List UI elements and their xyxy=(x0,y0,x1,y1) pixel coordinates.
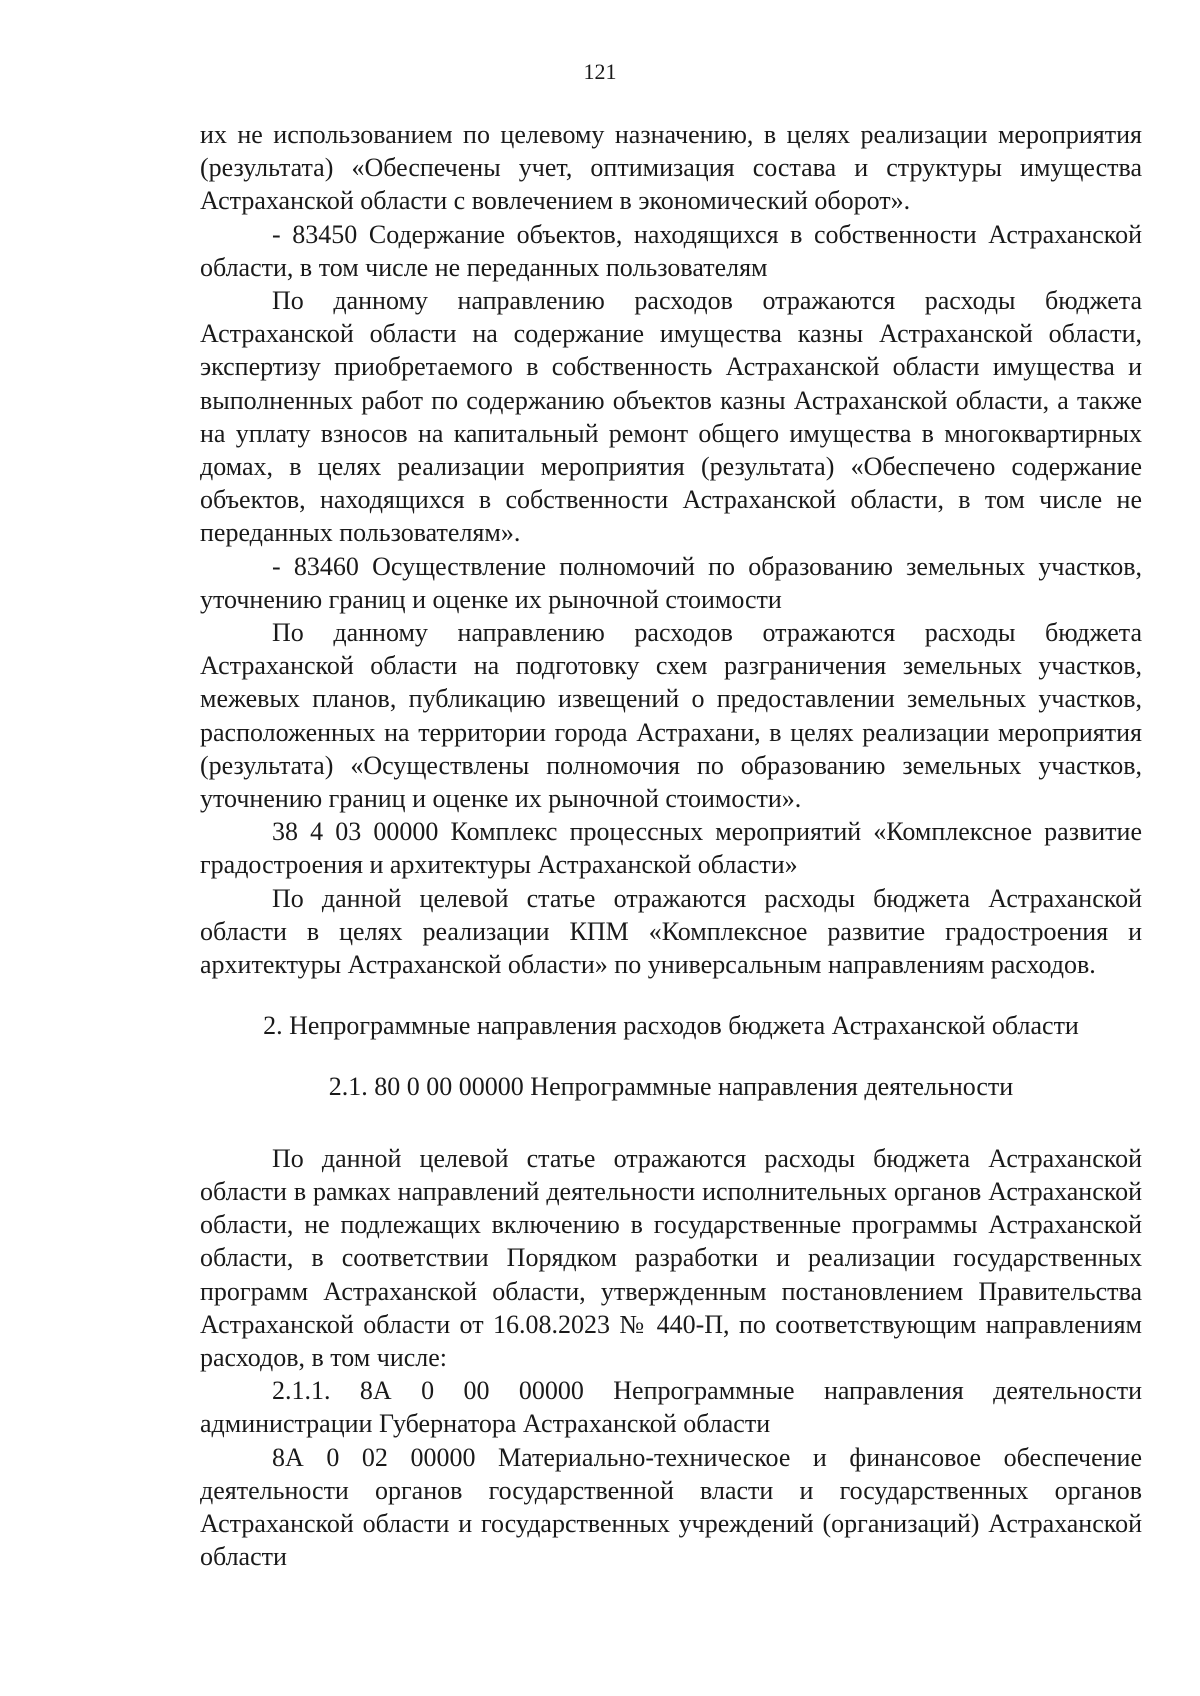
paragraph-item-83450: - 83450 Содержание объектов, находящихся в собственности Астраханской области, в том числе не переданных пользователям xyxy=(200,219,1142,282)
paragraph-kpm-38-4-03: 38 4 03 00000 Комплекс процессных мероприятий «Комплексное развитие градостроения и архитектуры Астраханской области» xyxy=(200,817,1142,880)
paragraph-item-83460: - 83460 Осуществление полномочий по образованию земельных участков, уточнению границ и оценке их рыночной стоимости xyxy=(200,551,1142,614)
spacer xyxy=(200,981,1142,1009)
paragraph-continuation: их не использованием по целевому назначению, в целях реализации мероприятия (результата) «Обеспечены учет, оптимизация состава и структуры имущества Астраханской области с вовлечением в экономический оборот». xyxy=(200,120,1142,216)
spacer xyxy=(200,1042,1142,1070)
paragraph-8a-0-02: 8А 0 02 00000 Материально-техническое и финансовое обеспечение деятельности органов государственной власти и государственных органов Астраханской области и государственных учреждений (организаций) Астраханской области xyxy=(200,1442,1142,1572)
section-heading-2: 2. Непрограммные направления расходов бюджета Астраханской области xyxy=(263,1011,1079,1041)
paragraph-83460-description: По данному направлению расходов отражаются расходы бюджета Астраханской области на подготовку схем разграничения земельных участков, межевых планов, публикацию извещений о предоставлении земельных участков, расположенных на территории города Астрахани, в целях реализации мероприятия (результата) «Осуществлены полномочия по образованию земельных участков, уточнению границ и оценке их рыночной стоимости». xyxy=(200,618,1142,814)
paragraph-83450-description: По данному направлению расходов отражаются расходы бюджета Астраханской области на содержание имущества казны Астраханской области, экспертизу приобретаемого в собственность Астраханской области имущества и выполненных работ по содержанию объектов казны Астраханской области, а также на уплату взносов на капитальный ремонт общего имущества в многоквартирных домах, в целях реализации мероприятия (результата) «Обеспечено содержание объектов, находящихся в собственности Астраханской области, в том числе не переданных пользователям». xyxy=(200,286,1142,548)
paragraph-subsection-2-1-1: 2.1.1. 8А 0 00 00000 Непрограммные направления деятельности администрации Губернатора Астраханской области xyxy=(200,1376,1142,1439)
spacer xyxy=(200,1104,1142,1142)
document-body xyxy=(200,118,1142,1573)
paragraph-section-2-1-description: По данной целевой статье отражаются расходы бюджета Астраханской области в рамках направлений деятельности исполнительных органов Астраханской области, не подлежащих включению в государственные программы Астраханской области, в соответствии Порядком разработки и реализации государственных программ Астраханской области, утвержденным постановлением Правительства Астраханской области от 16.08.2023 № 440-П, по соответствующим направлениям расходов, в том числе: xyxy=(200,1143,1142,1372)
paragraph-kpm-description: По данной целевой статье отражаются расходы бюджета Астраханской области в целях реализации КПМ «Комплексное развитие градостроения и архитектуры Астраханской области» по универсальным направлениям расходов. xyxy=(200,883,1142,980)
page-number: 121 xyxy=(583,59,617,84)
section-heading-2-1: 2.1. 80 0 00 00000 Непрограммные направления деятельности xyxy=(328,1072,1014,1102)
